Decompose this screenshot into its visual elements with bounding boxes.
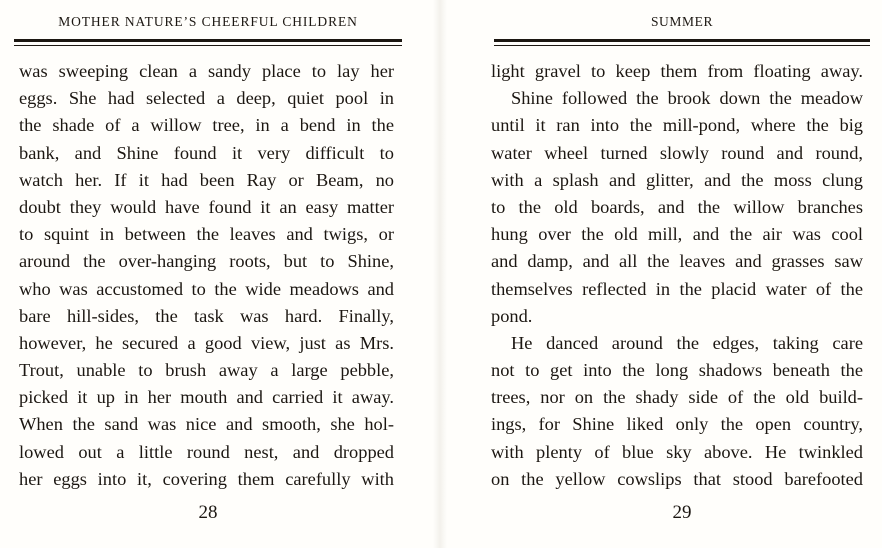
text-line: watch her. If it had been Ray or Beam, no xyxy=(19,169,394,190)
text-line: not to get into the long shadows beneath the xyxy=(491,360,863,381)
text-line: who was accustomed to the wide meadows and xyxy=(19,278,394,299)
left-running-head: MOTHER NATURE’S CHEERFUL CHILDREN xyxy=(58,14,358,29)
text-line: was sweeping clean a sandy place to lay her xyxy=(19,61,394,81)
text-line: bare hill-sides, the task was hard. Finally, xyxy=(19,305,394,326)
right-body-text xyxy=(491,58,863,493)
text-line: Shine followed the brook down the meadow xyxy=(511,88,863,109)
text-line: doubt they would have found it an easy matter xyxy=(19,196,394,217)
left-header-rule xyxy=(14,39,402,42)
text-line: ings, for Shine liked only the open country, xyxy=(491,414,863,435)
text-line: eggs. She had selected a deep, quiet pool in xyxy=(19,88,394,109)
text-line: He danced around the edges, taking care xyxy=(511,332,863,353)
right-page-number: 29 xyxy=(672,502,692,523)
left-page-number: 28 xyxy=(198,502,218,523)
text-line: water wheel turned slowly round and round, xyxy=(491,142,863,163)
text-line: pond. xyxy=(491,305,533,326)
text-line: with a splash and glitter, and the moss clung xyxy=(491,169,863,190)
left-page xyxy=(14,0,402,548)
text-line: the shade of a willow tree, in a bend in the xyxy=(19,115,394,136)
text-line: however, he secured a good view, just as Mrs. xyxy=(19,332,394,353)
text-line: with plenty of blue sky above. He twinkled xyxy=(491,441,863,462)
gutter xyxy=(433,0,447,548)
text-line: light gravel to keep them from floating away. xyxy=(491,61,863,81)
right-header-rule-thin xyxy=(494,45,870,46)
left-body-text xyxy=(19,58,394,493)
right-running-head: SUMMER xyxy=(650,14,714,29)
text-line: themselves reflected in the placid water of the xyxy=(491,278,863,299)
text-line: hung over the old mill, and the air was cool xyxy=(491,224,863,245)
left-header-rule-thin xyxy=(14,45,402,46)
text-line: trees, nor on the shady side of the old build- xyxy=(491,387,863,408)
text-line: to squint in between the leaves and twigs, or xyxy=(19,224,394,245)
text-line: her eggs into it, covering them carefully with xyxy=(19,468,394,489)
text-line: around the over-hanging roots, but to Shine, xyxy=(19,251,394,272)
text-line: until it ran into the mill-pond, where the big xyxy=(491,115,863,136)
text-line: Trout, unable to brush away a large pebble, xyxy=(19,360,394,381)
right-page xyxy=(480,0,868,548)
text-line: lowed out a little round nest, and dropped xyxy=(19,441,394,462)
text-line: picked it up in her mouth and carried it away. xyxy=(19,387,394,408)
text-line: on the yellow cowslips that stood barefooted xyxy=(491,468,863,489)
text-line: to the old boards, and the willow branches xyxy=(491,196,863,217)
text-line: When the sand was nice and smooth, she hol- xyxy=(19,414,394,435)
right-header-rule xyxy=(494,39,870,42)
text-line: bank, and Shine found it very difficult to xyxy=(19,142,394,163)
text-line: and damp, and all the leaves and grasses saw xyxy=(491,251,863,272)
